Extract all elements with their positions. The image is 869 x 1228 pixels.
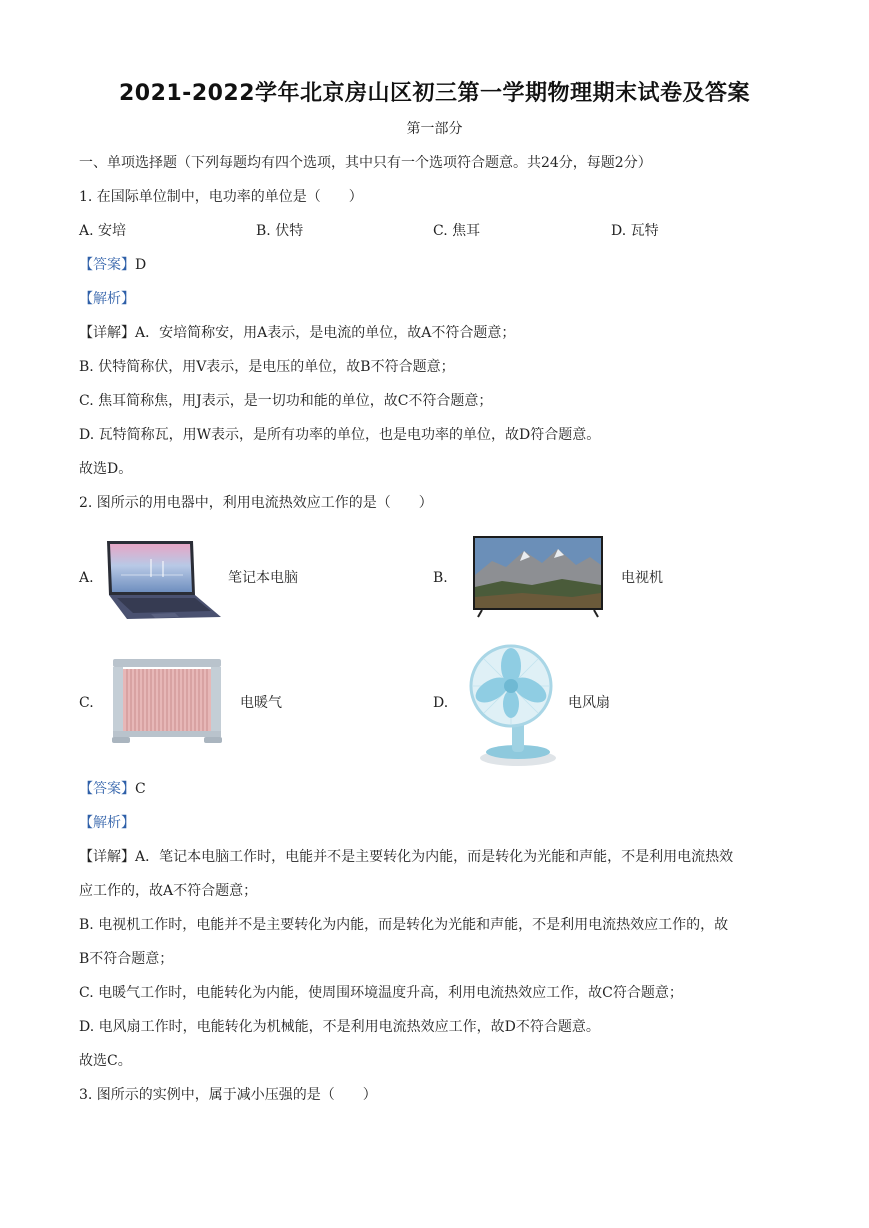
tv-image — [472, 535, 604, 619]
question-2-stem: 2. 图所示的用电器中，利用电流热效应工作的是（ ） — [79, 495, 433, 511]
q1-conclusion: 故选D。 — [79, 461, 133, 477]
q1-detail-line: B. 伏特简称伏，用V表示，是电压的单位，故B不符合题意； — [79, 359, 455, 375]
electric-fan-image — [456, 642, 566, 768]
laptop-image — [101, 537, 223, 623]
answer-tag: 【答案】 — [79, 781, 135, 797]
q2-option-b-label: 电视机 — [621, 570, 663, 586]
q2-option-a-letter: A. — [79, 570, 94, 586]
q2-conclusion: 故选C。 — [79, 1053, 132, 1069]
answer-tag: 【答案】 — [79, 257, 135, 273]
q2-analysis-tag: 【解析】 — [79, 815, 135, 831]
q1-option-a: A. 安培 — [79, 223, 127, 239]
q2-detail-line: 应工作的，故A不符合题意； — [79, 883, 258, 899]
q2-option-d-label: 电风扇 — [568, 695, 610, 711]
page-title: 2021-2022学年北京房山区初三第一学期物理期末试卷及答案 — [118, 81, 751, 106]
question-1-stem: 1. 在国际单位制中，电功率的单位是（ ） — [79, 189, 363, 205]
detail-tag: 【详解】 — [79, 325, 135, 341]
electric-heater-image — [110, 655, 224, 747]
part-heading: 第一部分 — [406, 121, 463, 137]
q2-option-c-label: 电暖气 — [240, 695, 282, 711]
q1-detail-line: C. 焦耳简称焦，用J表示，是一切功和能的单位，故C不符合题意； — [79, 393, 493, 409]
answer-value: C — [135, 781, 146, 797]
q2-answer — [79, 779, 146, 799]
detail-text: A．安培简称安，用A表示，是电流的单位，故A不符合题意； — [135, 325, 516, 341]
q2-detail-line — [79, 847, 733, 867]
detail-text: A．笔记本电脑工作时，电能并不是主要转化为内能，而是转化为光能和声能，不是利用电流热效 — [135, 849, 734, 865]
q2-detail-line: D. 电风扇工作时，电能转化为机械能，不是利用电流热效应工作，故D不符合题意。 — [79, 1019, 600, 1035]
q1-detail-line: D. 瓦特简称瓦，用W表示，是所有功率的单位，也是电功率的单位，故D符合题意。 — [79, 427, 601, 443]
q2-option-a-label: 笔记本电脑 — [228, 570, 298, 586]
q2-detail-line: B不符合题意； — [79, 951, 174, 967]
q2-option-b-letter: B. — [433, 570, 448, 586]
q1-option-d: D. 瓦特 — [611, 223, 659, 239]
q2-option-c-letter: C. — [79, 695, 94, 711]
q1-option-b: B. 伏特 — [256, 223, 304, 239]
section-heading: 一、单项选择题（下列每题均有四个选项，其中只有一个选项符合题意。共24分，每题2分） — [79, 155, 652, 171]
q2-option-d-letter: D. — [433, 695, 449, 711]
q1-option-c: C. 焦耳 — [433, 223, 481, 239]
q2-detail-line: C. 电暖气工作时，电能转化为内能，使周围环境温度升高，利用电流热效应工作，故C符合题意； — [79, 985, 683, 1001]
question-3-stem: 3. 图所示的实例中，属于减小压强的是（ ） — [79, 1087, 377, 1103]
q1-analysis-tag: 【解析】 — [79, 291, 135, 307]
q2-detail-line: B. 电视机工作时，电能并不是主要转化为内能，而是转化为光能和声能，不是利用电流热效应工作的，故 — [79, 917, 729, 933]
q1-answer — [79, 255, 146, 275]
answer-value: D — [135, 257, 147, 273]
detail-tag: 【详解】 — [79, 849, 135, 865]
q1-detail-line — [79, 323, 515, 343]
